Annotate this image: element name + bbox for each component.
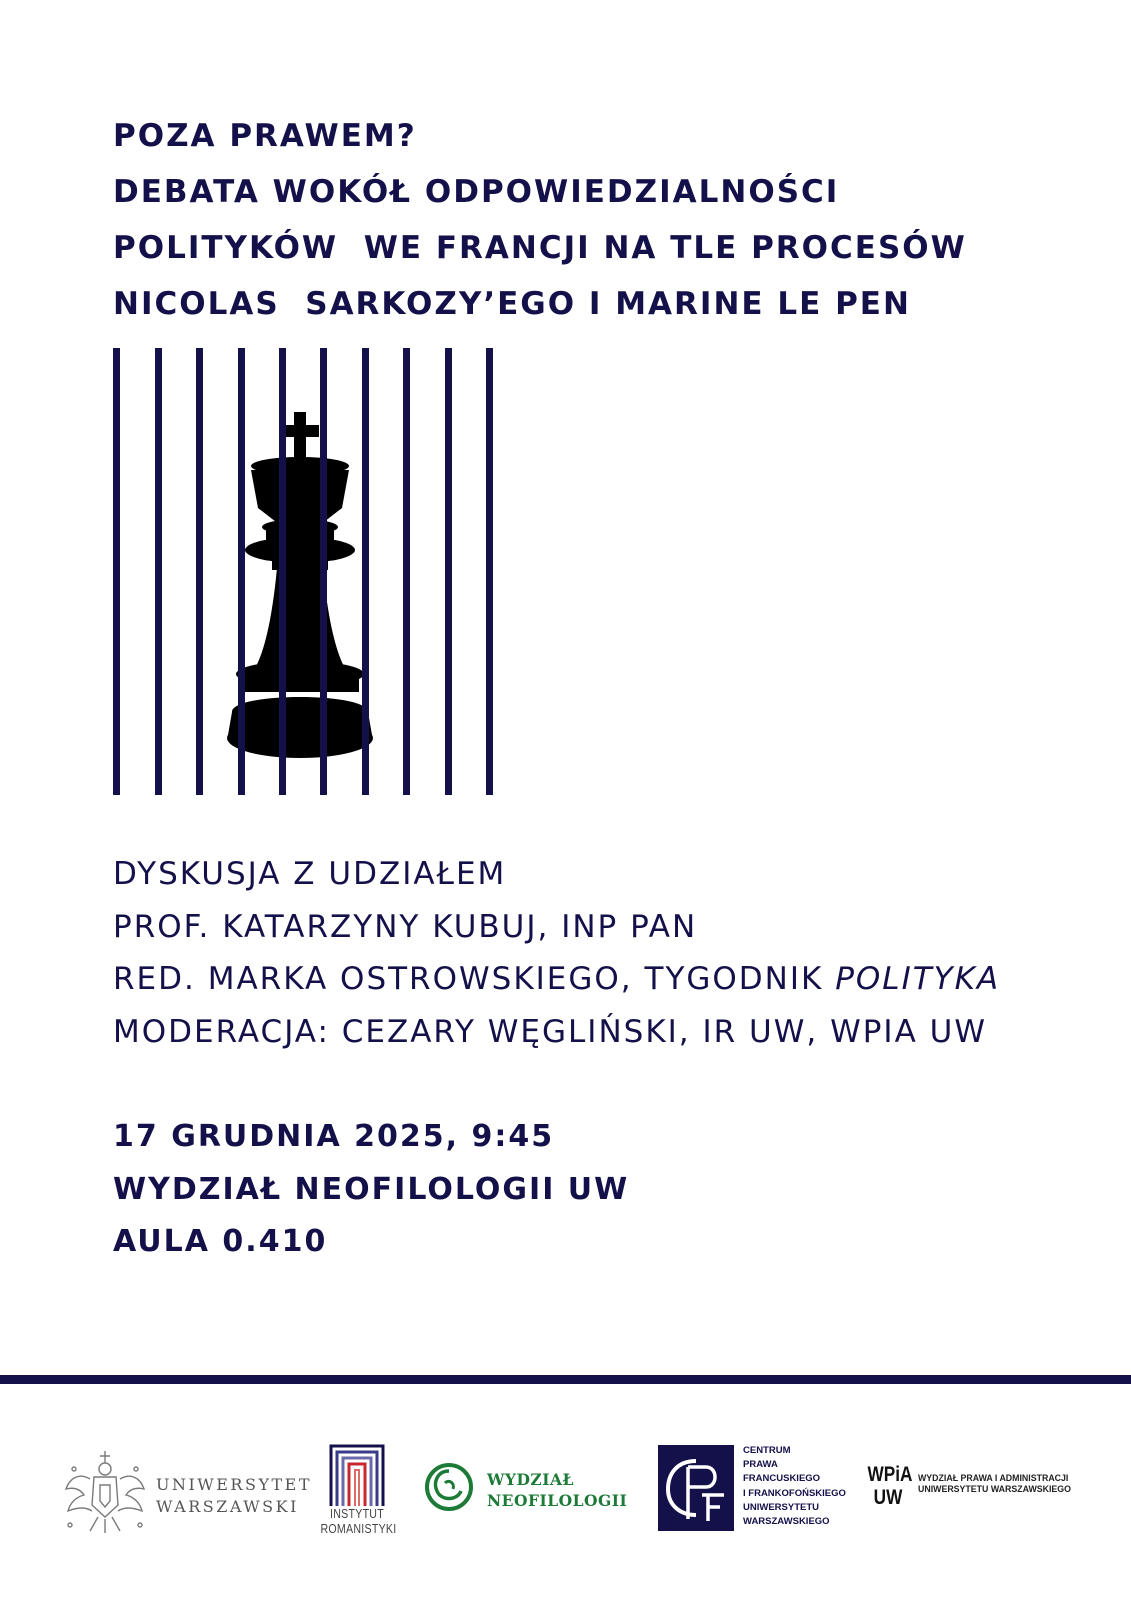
- bar: [445, 348, 452, 795]
- wpia-logo-mark: [867, 1463, 913, 1509]
- wpia-mark-line-1: WPiA: [867, 1463, 913, 1486]
- cp-logo-text: [743, 1444, 846, 1529]
- bar: [486, 348, 493, 795]
- speakers-intro: DYSKUSJA Z UDZIAŁEM: [113, 856, 507, 892]
- cp-line-4: I FRANKOFOŃSKIEGO: [743, 1487, 846, 1499]
- title-line-1: POZA PRAWEM?: [113, 118, 417, 154]
- speaker-2-text: RED. MARKA OSTROWSKIEGO, TYGODNIK: [113, 961, 836, 997]
- wn-line-1: WYDZIAŁ: [487, 1470, 575, 1489]
- title-line-4: NICOLAS SARKOZY’EGO I MARINE LE PEN: [113, 286, 911, 322]
- ir-logo-text: [320, 1507, 397, 1537]
- bar: [238, 348, 245, 795]
- wpia-logo-text: [918, 1473, 1071, 1495]
- cpf-monogram-icon: [658, 1445, 734, 1531]
- uw-line-1: UNIWERSYTET: [156, 1475, 313, 1494]
- event-room: AULA 0.410: [113, 1224, 328, 1259]
- speaker-1: PROF. KATARZYNY KUBUJ, INP PAN: [113, 908, 698, 945]
- uw-line-2: WARSZAWSKI: [156, 1497, 299, 1516]
- wpia-line-2: UNIWERSYTETU WARSZAWSKIEGO: [918, 1484, 1071, 1494]
- cp-line-3: FRANCUSKIEGO: [743, 1473, 821, 1485]
- bar: [403, 348, 410, 795]
- bar: [362, 348, 369, 795]
- speakers-block: [113, 848, 1000, 1058]
- ir-line-2: ROMANISTYKI: [320, 1522, 397, 1536]
- footer-divider: [0, 1375, 1131, 1384]
- event-date: 17 GRUDNIA 2025, 9:45: [113, 1119, 555, 1154]
- bar: [113, 348, 120, 795]
- wpia-mark-line-2: UW: [873, 1486, 903, 1509]
- wn-line-2: NEOFILOLOGII: [487, 1491, 628, 1510]
- cp-line-5: UNIWERSYTETU: [743, 1501, 819, 1513]
- eagle-crest-icon: [60, 1445, 150, 1537]
- title-line-2: DEBATA WOKÓŁ ODPOWIEDZIALNOŚCI: [113, 174, 840, 210]
- title-line-3: POLITYKÓW WE FRANCJI NA TLE PROCESÓW: [113, 230, 967, 266]
- cp-line-2: PRAWA: [743, 1459, 778, 1471]
- bar: [196, 348, 203, 795]
- ir-line-1: INSTYTUT: [329, 1507, 384, 1521]
- moderator: MODERACJA: CEZARY WĘGLIŃSKI, IR UW, WPIA UW: [113, 1013, 987, 1050]
- cp-line-1: CENTRUM: [743, 1445, 791, 1456]
- publication-name: POLITYKA: [835, 961, 1001, 997]
- bar: [279, 348, 286, 795]
- cp-line-6: WARSZAWSKIEGO: [743, 1516, 830, 1528]
- bar: [155, 348, 162, 795]
- green-swirl-icon: [423, 1461, 475, 1513]
- wn-logo-text: [487, 1469, 627, 1511]
- event-details: [113, 1111, 629, 1269]
- chess-king-icon: [227, 412, 373, 758]
- bar: [320, 348, 327, 795]
- event-venue: WYDZIAŁ NEOFILOLOGII UW: [113, 1171, 630, 1207]
- frame-stripes-icon: [329, 1444, 385, 1506]
- speaker-2: [113, 953, 1000, 1006]
- wpia-line-1: WYDZIAŁ PRAWA I ADMINISTRACJI: [918, 1473, 1069, 1483]
- uw-logo-text: [156, 1474, 312, 1518]
